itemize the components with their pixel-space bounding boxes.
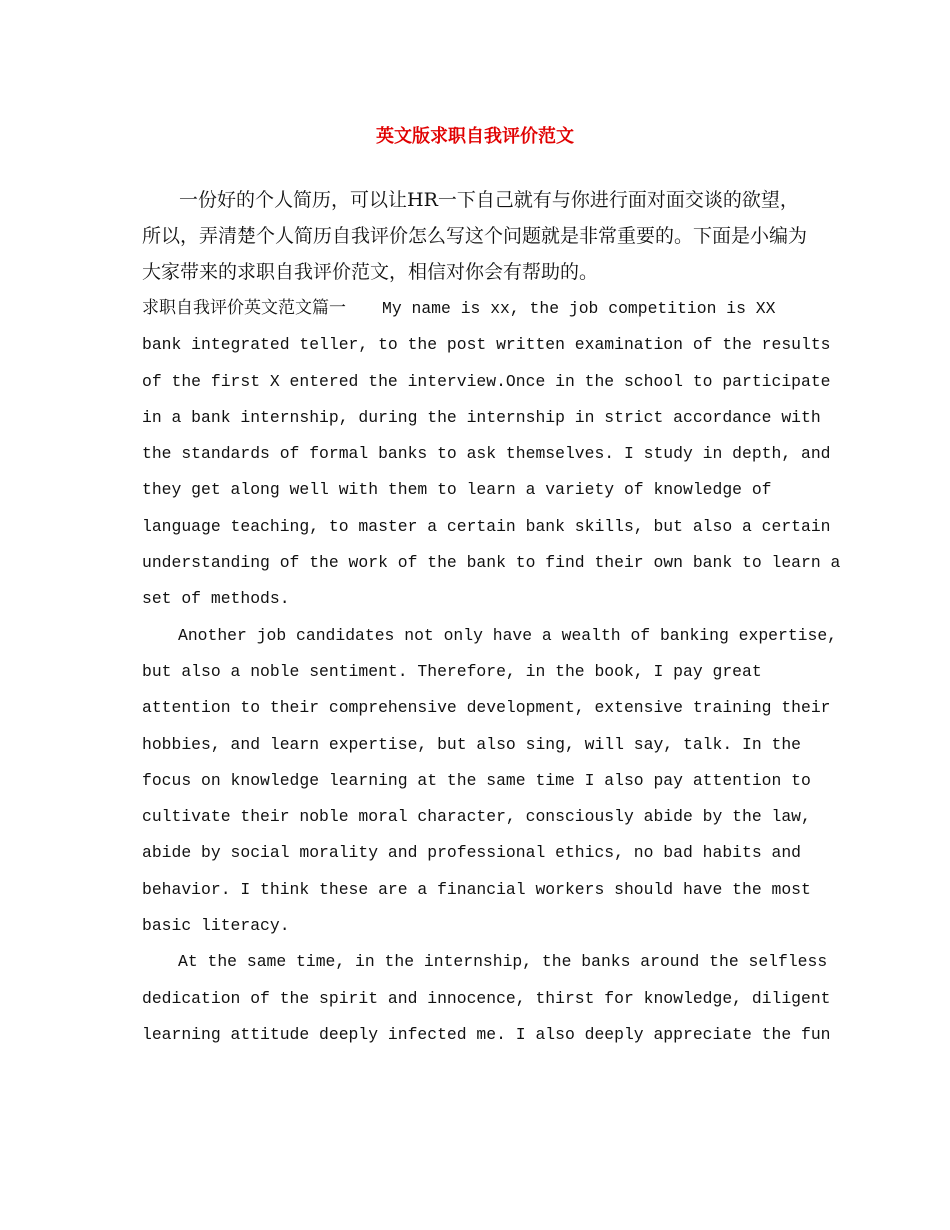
paragraph-1-line: the standards of formal banks to ask themselves. I study in depth, and	[142, 444, 831, 464]
paragraph-3-line: dedication of the spirit and innocence, thirst for knowledge, diligent	[142, 988, 831, 1008]
paragraph-2-line: hobbies, and learn expertise, but also sing, will say, talk. In the	[142, 734, 802, 754]
document-title: 英文版求职自我评价范文	[376, 126, 574, 147]
paragraph-3	[142, 944, 831, 1053]
intro-paragraph: 一份好的个人简历，可以让HR一下自己就有与你进行面对面交谈的欲望，所以，弄清楚个人简历自我评价怎么写这个问题就是非常重要的。下面是小编为大家带来的求职自我评价范文，相信对你会有帮助的。	[142, 189, 808, 283]
paragraph-1-line-1-text: My name is xx, the job competition is XX	[382, 299, 776, 318]
paragraph-1-line-1	[142, 290, 810, 327]
body-text	[142, 290, 841, 1053]
paragraph-3-line: learning attitude deeply infected me. I also deeply appreciate the fun	[142, 1024, 831, 1044]
paragraph-1-line: in a bank internship, during the internship in strict accordance with	[142, 407, 821, 427]
paragraph-1-line: they get along well with them to learn a variety of knowledge of	[142, 480, 772, 500]
paragraph-2-line: cultivate their noble moral character, consciously abide by the law,	[142, 807, 811, 827]
paragraph-2-line: focus on knowledge learning at the same time I also pay attention to	[142, 770, 811, 790]
paragraph-1-line: bank integrated teller, to the post written examination of the results	[142, 335, 831, 355]
paragraph-2-line-text: Another job candidates not only have a wealth of banking expertise,	[178, 625, 838, 645]
paragraph-1	[142, 290, 841, 618]
paragraph-2-line: abide by social morality and professional ethics, no bad habits and	[142, 843, 802, 863]
paragraph-2-line: basic literacy.	[142, 916, 290, 936]
paragraph-2-line: behavior. I think these are a financial workers should have the most	[142, 879, 811, 899]
paragraph-2-line: attention to their comprehensive development, extensive training their	[142, 698, 831, 718]
paragraph-3-line-text: At the same time, in the internship, the banks around the selfless	[178, 952, 828, 972]
paragraph-1-line: of the first X entered the interview.Once in the school to participate	[142, 371, 831, 391]
paragraph-3-line	[142, 944, 828, 980]
paragraph-1-line: understanding of the work of the bank to find their own bank to learn a	[142, 553, 841, 573]
paragraph-1-line: set of methods.	[142, 589, 290, 609]
section-heading: 求职自我评价英文范文篇一	[142, 298, 346, 318]
paragraph-2-line: but also a noble sentiment. Therefore, in the book, I pay great	[142, 661, 762, 681]
paragraph-2-line	[142, 618, 838, 654]
paragraph-2	[142, 618, 838, 945]
paragraph-1-line: language teaching, to master a certain bank skills, but also a certain	[142, 516, 831, 536]
